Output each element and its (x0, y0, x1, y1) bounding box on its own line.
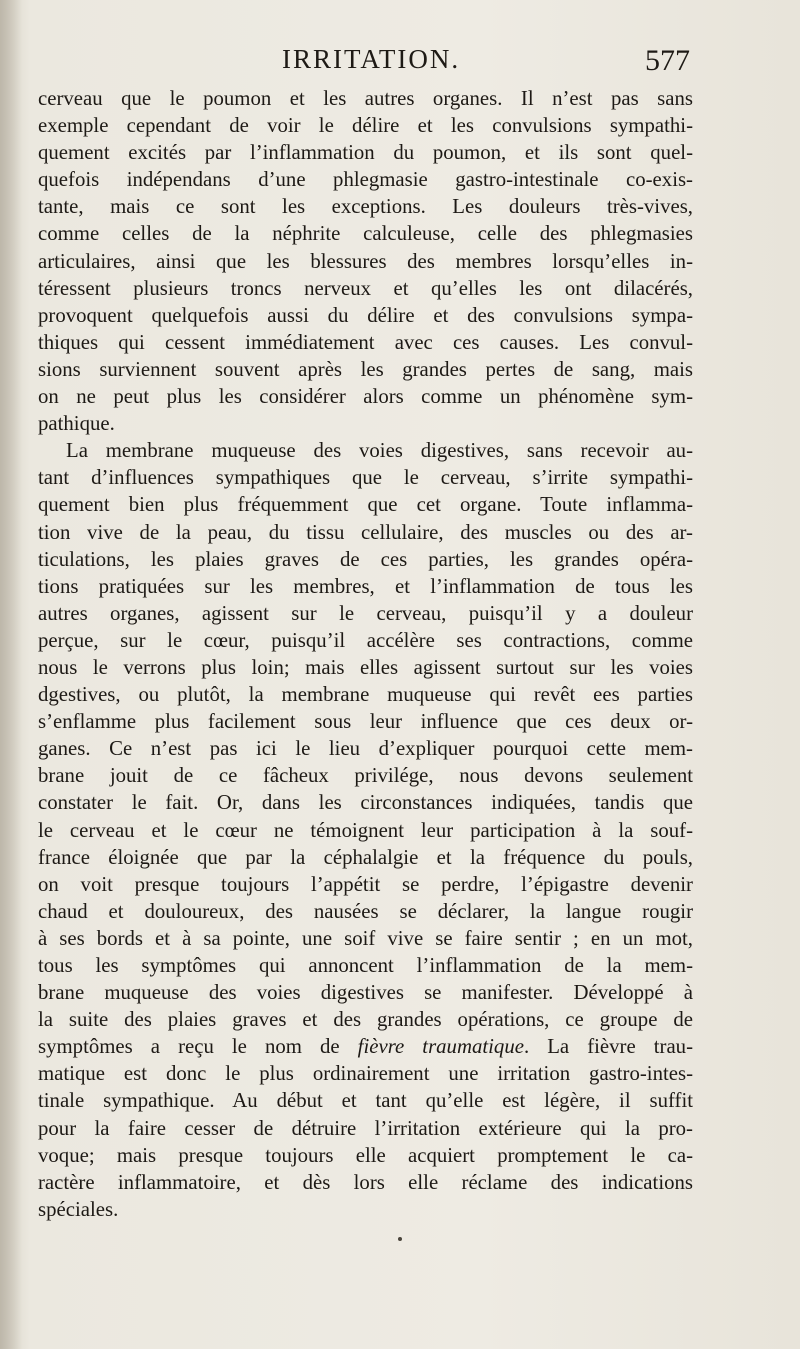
text-line: cerveau que le poumon et les autres organes. Il n’est pas sans (38, 87, 693, 110)
text-line: quement bien plus fréquemment que cet organe. Toute inflamma- (38, 493, 693, 517)
text-line: matique est donc le plus ordinairement une irritation gastro-intes- (38, 1062, 693, 1086)
text-line: provoquent quelquefois aussi du délire et des convulsions sympa- (38, 303, 693, 327)
text-line: articulaires, ainsi que les blessures des membres lorsqu’elles in- (38, 249, 693, 273)
running-title: IRRITATION. (282, 44, 461, 74)
binding-shadow (0, 0, 22, 1349)
text-line: pathique. (38, 412, 115, 436)
text-line: constater le fait. Or, dans les circonstances indiquées, tandis que (38, 791, 693, 815)
text-line: s’enflamme plus facilement sous leur influence que ces deux or- (38, 710, 693, 734)
text-line: à ses bords et à sa pointe, une soif vive se faire sentir ; en un mot, (38, 926, 693, 950)
text-line: ractère inflammatoire, et dès lors elle réclame des indications (38, 1170, 693, 1194)
ink-speck (398, 1237, 402, 1241)
paragraph-1 (38, 85, 693, 437)
text-line: pour la faire cesser de détruire l’irritation extérieure qui la pro- (38, 1116, 693, 1140)
text-line: on ne peut plus les considérer alors comme un phénomène sym- (38, 385, 693, 409)
text-line: thiques qui cessent immédiatement avec ces causes. Les convul- (38, 330, 693, 354)
text-line: autres organes, agissent sur le cerveau, puisqu’il y a douleur (38, 601, 693, 625)
text-line: nous le verrons plus loin; mais elles agissent surtout sur les voies (38, 655, 693, 679)
text-line: spéciales. (38, 1197, 119, 1221)
text-line: La membrane muqueuse des voies digestives, sans recevoir au- (66, 439, 693, 463)
text-line: voque; mais presque toujours elle acquiert promptement le ca- (38, 1143, 693, 1167)
page-number: 577 (645, 44, 690, 77)
text-fragment: . La fièvre trau- (523, 1035, 693, 1059)
text-line: tions pratiquées sur les membres, et l’inflammation de tous les (38, 574, 693, 598)
text-line: tant d’influences sympathiques que le cerveau, s’irrite sympathi- (38, 466, 693, 490)
text-line: france éloignée que par la céphalalgie et la fréquence du pouls, (38, 845, 693, 869)
text-line: la suite des plaies graves et des grandes opérations, ce groupe de (38, 1008, 693, 1032)
text-line: exemple cependant de voir le délire et les convulsions sympathi- (38, 114, 693, 138)
text-line: quefois indépendans d’une phlegmasie gastro-intestinale co-exis- (38, 168, 693, 192)
text-line: tion vive de la peau, du tissu cellulaire, des muscles ou des ar- (38, 520, 693, 544)
text-line: chaud et douloureux, des nausées se déclarer, la langue rougir (38, 899, 693, 923)
text-line: tous les symptômes qui annoncent l’inflammation de la mem- (38, 954, 693, 977)
text-line: ticulations, les plaies graves de ces parties, les grandes opéra- (38, 547, 693, 571)
text-line: sions surviennent souvent après les grandes pertes de sang, mais (38, 357, 693, 381)
text-line: tante, mais ce sont les exceptions. Les douleurs très-vives, (38, 195, 693, 219)
text-line: tinale sympathique. Au début et tant qu’elle est légère, il suffit (38, 1089, 693, 1113)
text-line-italic-term (38, 1033, 693, 1060)
text-line: perçue, sur le cœur, puisqu’il accélère ses contractions, comme (38, 628, 693, 652)
text-line: brane jouit de ce fâcheux privilége, nous devons seulement (38, 764, 693, 788)
text-fragment: symptômes a reçu le nom de (38, 1035, 358, 1059)
body-text (38, 85, 693, 1223)
text-line: brane muqueuse des voies digestives se manifester. Développé à (38, 981, 693, 1005)
text-line: téressent plusieurs troncs nerveux et qu’elles les ont dilacérés, (38, 276, 693, 300)
italic-term: fièvre traumatique (357, 1035, 524, 1059)
paragraph-2 (38, 437, 693, 1223)
text-line: ganes. Ce n’est pas ici le lieu d’expliquer pourquoi cette mem- (38, 737, 693, 761)
text-line: on voit presque toujours l’appétit se perdre, l’épigastre devenir (38, 872, 693, 896)
running-head (0, 38, 800, 78)
text-line: quement excités par l’inflammation du poumon, et ils sont quel- (38, 141, 693, 165)
text-line: le cerveau et le cœur ne témoignent leur participation à la souf- (38, 818, 693, 842)
text-line: comme celles de la néphrite calculeuse, celle des phlegmasies (38, 222, 693, 246)
text-line: dgestives, ou plutôt, la membrane muqueuse qui revêt ees parties (38, 683, 693, 707)
